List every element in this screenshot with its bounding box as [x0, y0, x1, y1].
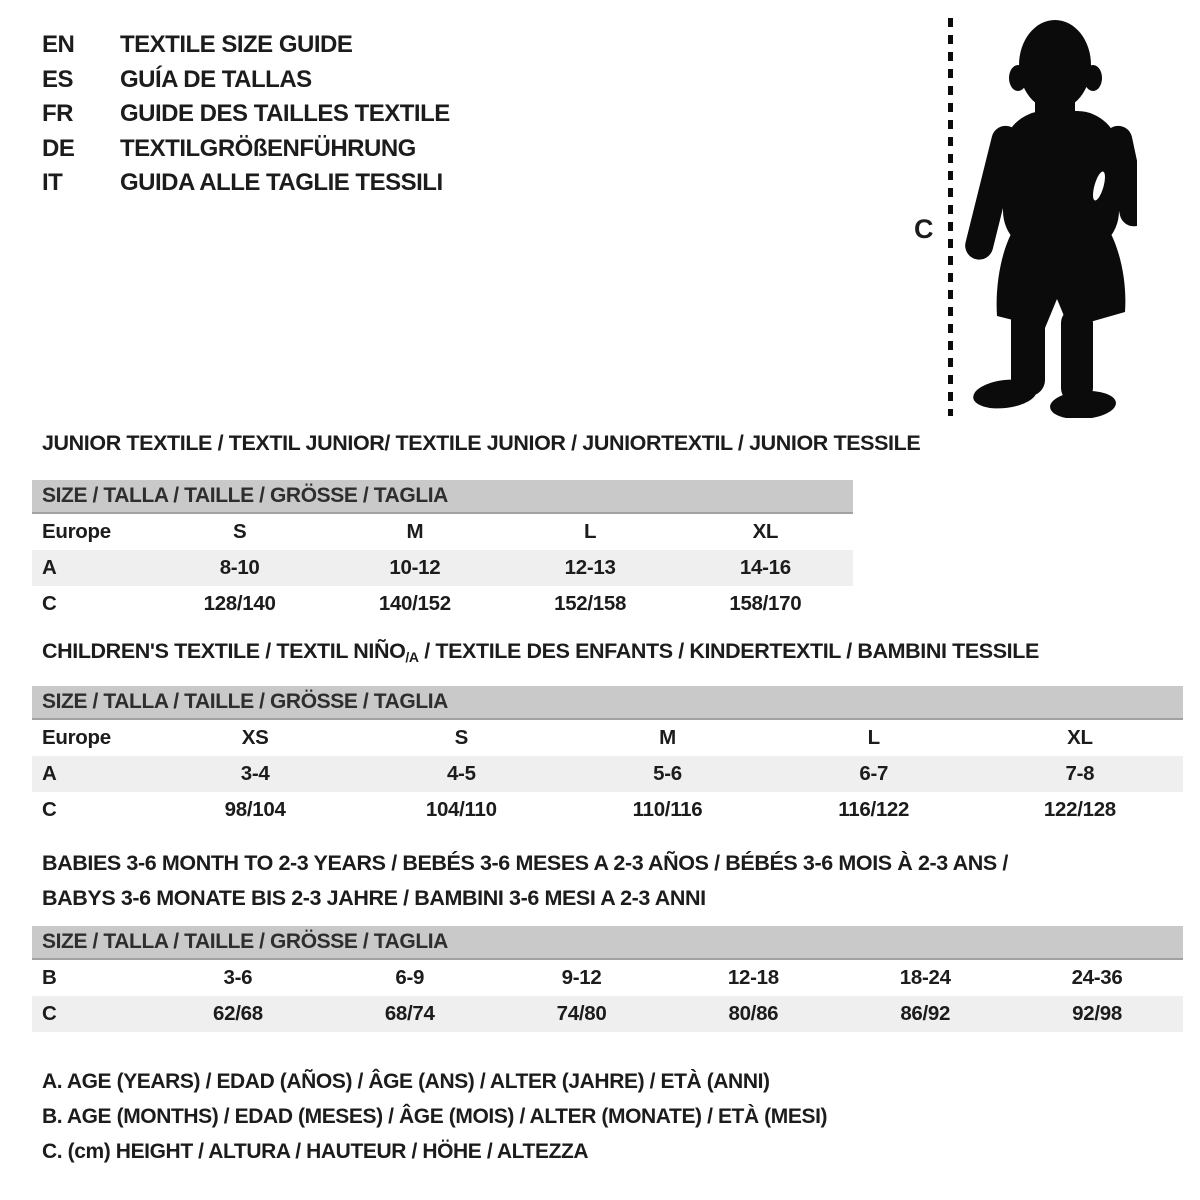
value-cell: 12-18 — [727, 966, 779, 989]
language-code: EN — [42, 31, 75, 59]
guide-title-it: GUIDA ALLE TAGLIE TESSILI — [120, 169, 443, 197]
table-row — [32, 586, 853, 622]
value-cell: 104/110 — [425, 798, 497, 821]
table-row — [32, 550, 853, 586]
size-cell: XL — [1067, 726, 1093, 749]
value-cell: 140/152 — [378, 592, 451, 615]
language-title-list — [42, 28, 450, 201]
guide-title-es: GUÍA DE TALLAS — [120, 65, 312, 93]
language-row-en — [42, 28, 450, 63]
table-row — [32, 996, 1183, 1032]
children-section-heading — [42, 639, 1039, 665]
babies-heading-line1: BABIES 3-6 MONTH TO 2-3 YEARS / BEBÉS 3-6 MESES A 2-3 AÑOS / BÉBÉS 3-6 MOIS À 2-3 ANS / — [42, 851, 1008, 875]
babies-table-header: SIZE / TALLA / TAILLE / GRÖSSE / TAGLIA — [32, 926, 1183, 960]
height-measure-label: C — [914, 214, 934, 244]
value-cell: 4-5 — [446, 762, 476, 785]
legend-note-c: C. (cm) HEIGHT / ALTURA / HAUTEUR / HÖHE / ALTEZZA — [42, 1139, 589, 1163]
value-cell: 116/122 — [838, 798, 910, 821]
size-cell: L — [867, 726, 880, 749]
children-heading-post: / TEXTILE DES ENFANTS / KINDERTEXTIL / BAMBINI TESSILE — [418, 639, 1039, 663]
legend-note-b: B. AGE (MONTHS) / EDAD (MESES) / ÂGE (MOIS) / ALTER (MONATE) / ETÀ (MESI) — [42, 1104, 828, 1128]
table-row — [32, 792, 1183, 828]
table-row — [32, 960, 1183, 996]
value-cell: 14-16 — [739, 556, 791, 579]
legend-notes — [42, 1064, 827, 1169]
value-cell: 62/68 — [213, 1002, 263, 1025]
language-row-it — [42, 166, 450, 201]
language-code: DE — [42, 134, 75, 162]
babies-size-table — [32, 926, 1183, 1032]
babies-heading-line2: BABYS 3-6 MONATE BIS 2-3 JAHRE / BAMBINI 3-6 MESI A 2-3 ANNI — [42, 886, 706, 910]
junior-table-header: SIZE / TALLA / TAILLE / GRÖSSE / TAGLIA — [32, 480, 853, 514]
baby-silhouette-icon — [963, 16, 1137, 418]
value-cell: 74/80 — [556, 1002, 607, 1025]
table-row — [32, 720, 1183, 756]
language-code: ES — [42, 65, 74, 93]
guide-title-fr: GUIDE DES TAILLES TEXTILE — [120, 100, 450, 128]
value-cell: 128/140 — [203, 592, 276, 615]
value-cell: 3-4 — [240, 762, 270, 785]
value-cell: 12-13 — [564, 556, 616, 579]
row-label: A — [42, 556, 57, 579]
value-cell: 7-8 — [1065, 762, 1095, 785]
value-cell: 6-7 — [859, 762, 889, 785]
row-label: C — [42, 1002, 57, 1025]
junior-section-heading: JUNIOR TEXTILE / TEXTIL JUNIOR/ TEXTILE JUNIOR / JUNIORTEXTIL / JUNIOR TESSILE — [42, 431, 921, 455]
size-cell: S — [454, 726, 468, 749]
value-cell: 86/92 — [900, 1002, 951, 1025]
value-cell: 80/86 — [728, 1002, 779, 1025]
row-label: C — [42, 798, 57, 821]
size-cell: L — [584, 520, 597, 543]
value-cell: 110/116 — [632, 798, 703, 821]
children-table-header: SIZE / TALLA / TAILLE / GRÖSSE / TAGLIA — [32, 686, 1183, 720]
children-heading-sub: /A — [405, 649, 419, 665]
size-cell: S — [232, 520, 247, 543]
row-label: C — [42, 592, 57, 615]
value-cell: 158/170 — [729, 592, 802, 615]
value-cell: 5-6 — [653, 762, 682, 785]
row-label: Europe — [42, 520, 111, 543]
value-cell: 9-12 — [561, 966, 602, 989]
language-code: FR — [42, 100, 73, 128]
size-cell: XL — [752, 520, 779, 543]
size-cell: M — [406, 520, 424, 543]
value-cell: 24-36 — [1071, 966, 1123, 989]
value-cell: 152/158 — [554, 592, 627, 615]
row-label: A — [42, 762, 57, 785]
language-row-fr — [42, 97, 450, 132]
value-cell: 10-12 — [389, 556, 441, 579]
height-measure-line — [948, 18, 953, 416]
language-row-es — [42, 63, 450, 98]
legend-note-a: A. AGE (YEARS) / EDAD (AÑOS) / ÂGE (ANS) / ALTER (JAHRE) / ETÀ (ANNI) — [42, 1069, 770, 1093]
children-size-table — [32, 686, 1183, 828]
children-heading-pre: CHILDREN'S TEXTILE / TEXTIL NIÑO — [42, 639, 406, 663]
size-cell: M — [659, 726, 676, 749]
guide-title-de: TEXTILGRÖßENFÜHRUNG — [120, 134, 416, 162]
value-cell: 92/98 — [1072, 1002, 1122, 1025]
language-code: IT — [42, 169, 63, 197]
table-row — [32, 514, 853, 550]
table-row — [32, 756, 1183, 792]
row-label: Europe — [42, 726, 111, 749]
row-label: B — [42, 966, 57, 989]
value-cell: 98/104 — [224, 798, 286, 821]
value-cell: 6-9 — [395, 966, 425, 989]
value-cell: 8-10 — [219, 556, 260, 579]
value-cell: 122/128 — [1043, 798, 1116, 821]
value-cell: 3-6 — [223, 966, 253, 989]
babies-section-heading — [42, 846, 1008, 916]
language-row-de — [42, 132, 450, 167]
junior-size-table — [32, 480, 853, 622]
value-cell: 18-24 — [899, 966, 951, 989]
guide-title-en: TEXTILE SIZE GUIDE — [120, 31, 353, 59]
size-cell: XS — [241, 726, 269, 749]
value-cell: 68/74 — [384, 1002, 435, 1025]
